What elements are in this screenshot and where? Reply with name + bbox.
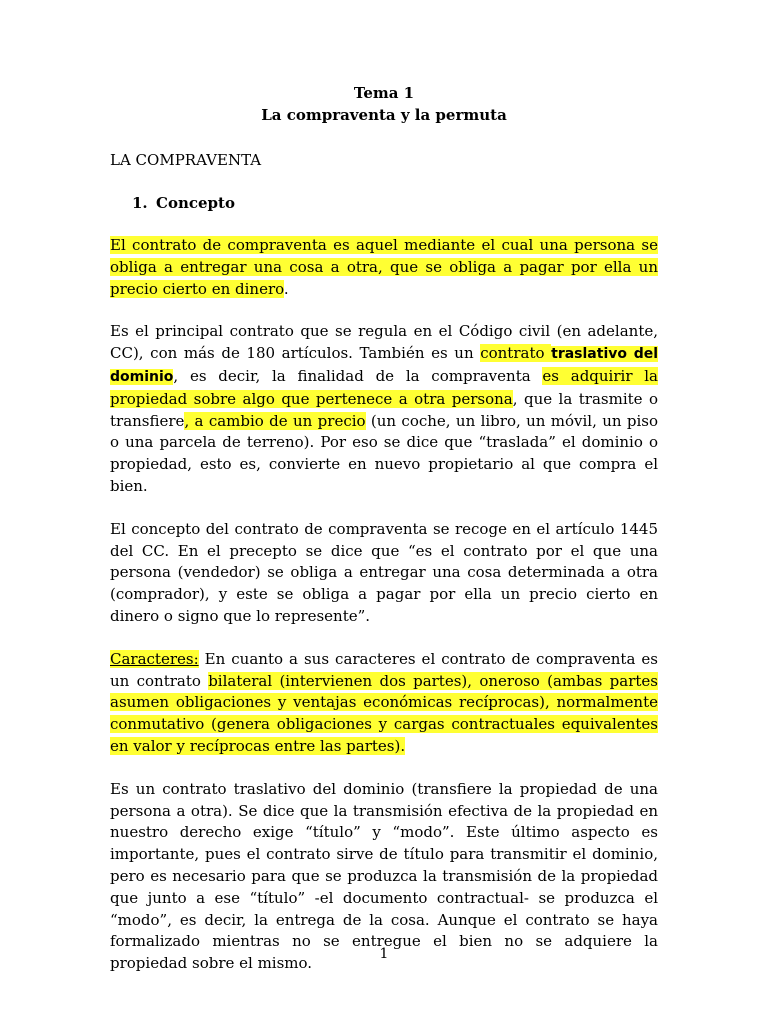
section-heading [132, 192, 658, 214]
text-run: El concepto del contrato de compraventa se recoge en el artículo 1445 del CC. En el precepto se dice que “es el contrato por el que una persona (vendedor) se obliga a entregar una cosa determinada a otra (comprador), y este se obliga a pagar por ella un precio cierto en dinero o signo que lo represente”. [110, 519, 658, 625]
text-run: (un coche, un libro, un móvil, un piso o una parcela de terreno). Por eso se dice que “traslada” el dominio o propiedad, esto es, convierte en nuevo propietario al que compra el bien. [110, 411, 658, 495]
highlight-text: contrato [480, 344, 552, 363]
paragraph-definition [110, 235, 658, 300]
highlight-bold-text: traslativo del dominio [110, 346, 659, 385]
highlight-text: es adquirir la propiedad sobre algo que pertenece a otra persona [110, 366, 658, 408]
text-run: En cuanto a sus caracteres el contrato de compraventa es un contrato [110, 649, 658, 690]
text-run: Es un contrato traslativo del dominio (transfiere la propiedad de una persona a otra). Se dice que la transmisión efectiva de la propiedad en nuestro derecho exige “título” y “modo”. Este último aspecto es importante, pues el contrato sirve de título para transmitir el dominio, pero es necesario para que se produzca la transmisión de la propiedad que junto a ese “título” -el documento contractual- se produzca el “modo”, es decir, la entrega de la cosa. Aunque el contrato se haya formalizado mientras no se entregue el bien no se adquiere la propiedad sobre el mismo. [110, 779, 658, 973]
highlight-text: El contrato de compraventa es aquel mediante el cual una persona se obliga a entregar una cosa a otra, que se obliga a pagar por ella un precio cierto en dinero [110, 236, 658, 298]
document-page [110, 82, 658, 975]
heading-number: 1. [132, 194, 148, 212]
text-run: , es decir, la finalidad de la compraventa [173, 366, 543, 385]
heading-label: Concepto [156, 194, 235, 212]
paragraph-caracteres [110, 649, 658, 758]
highlight-underlined-label: Caracteres: [110, 649, 199, 668]
text-run: Es el principal contrato que se regula en el Código civil (en adelante, CC), con más de 180 artículos. También es un [110, 322, 658, 363]
highlight-text: bilateral (intervienen dos partes), oneroso (ambas partes asumen obligaciones y ventajas económicas recíprocas), normalmente conmutativo (genera obligaciones y cargas contractuales equivalentes en valor y recíprocas entre las partes). [110, 671, 658, 755]
paragraph-principal-contract [110, 321, 658, 497]
text-run: . [283, 279, 289, 298]
document-title-line2: La compraventa y la permuta [261, 106, 507, 124]
document-title-line1: Tema 1 [353, 84, 415, 102]
paragraph-article-1445 [110, 519, 658, 628]
text-run: , que la trasmite o transfiere [110, 389, 658, 430]
highlight-text: , a cambio de un precio [184, 411, 366, 430]
section-title: LA COMPRAVENTA [110, 151, 262, 169]
page-number: 1 [379, 946, 389, 962]
